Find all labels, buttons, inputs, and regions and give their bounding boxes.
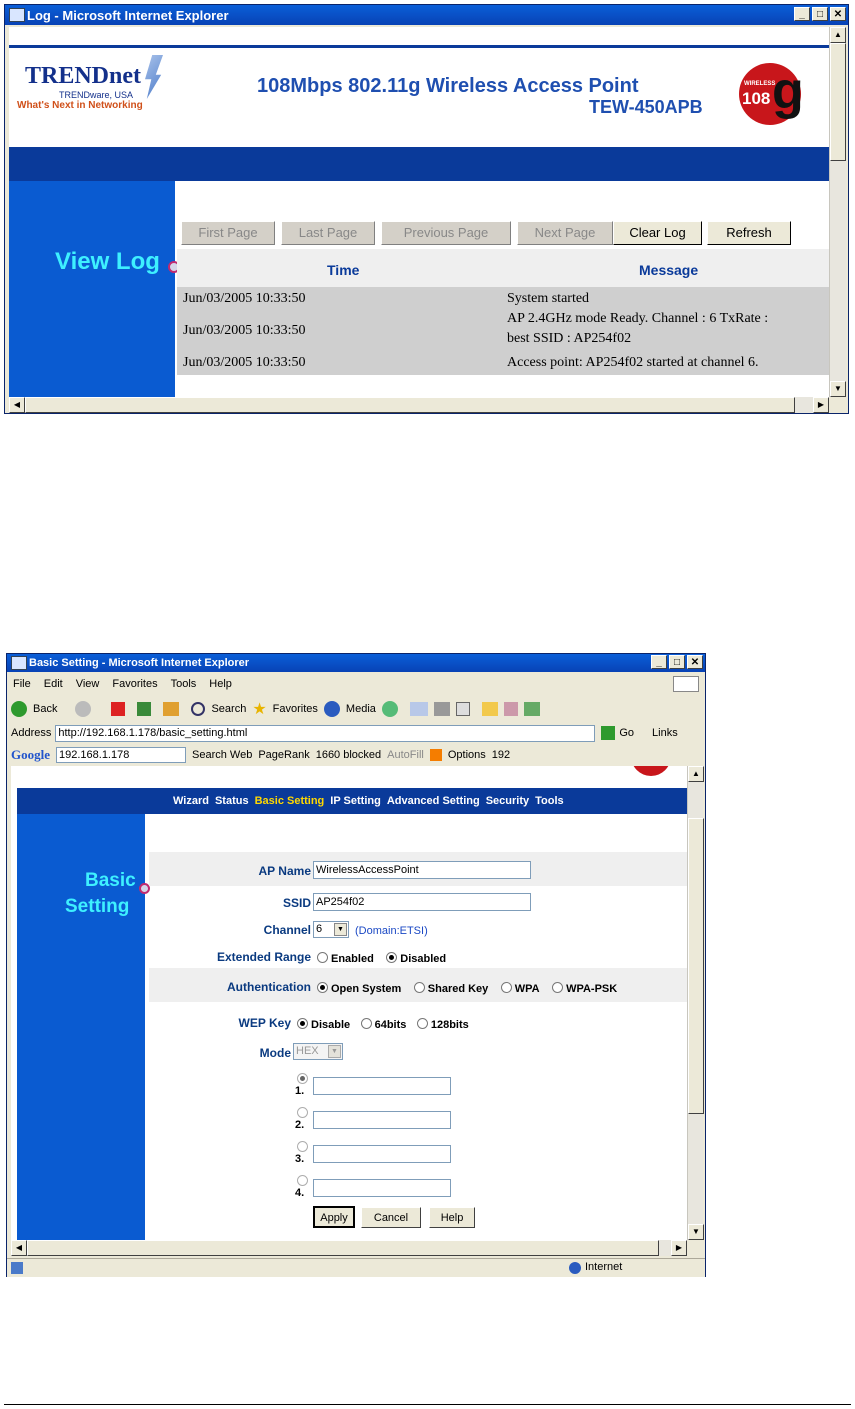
settings-window [6,653,706,1277]
scroll-right-icon[interactable]: ▶ [813,397,829,413]
maximize-button[interactable]: □ [669,655,685,669]
log-time: Jun/03/2005 10:33:50 [183,323,306,338]
ext-disabled-label: Disabled [400,953,447,965]
wep-key-label: WEP Key [238,1016,291,1030]
go-icon[interactable] [601,726,615,740]
red-badge-fragment [631,766,671,776]
nav-advanced-setting[interactable]: Advanced Setting [386,795,480,807]
stop-icon[interactable] [111,702,125,716]
search-button[interactable]: Search [211,703,247,715]
log-vertical-scrollbar[interactable] [829,27,846,397]
address-url: http://192.168.1.178/basic_setting.html [58,726,248,739]
log-window-title: Log - Microsoft Internet Explorer [27,7,229,23]
settings-vertical-scrollbar[interactable] [687,766,703,1240]
wep-64-radio[interactable] [361,1018,372,1029]
last-page-button[interactable]: Last Page [281,221,375,245]
key-3-radio[interactable] [297,1141,308,1152]
first-page-button[interactable]: First Page [181,221,275,245]
ie-app-icon [9,8,25,22]
google-search-input[interactable] [56,747,186,763]
blogger-icon[interactable] [430,749,442,761]
print-icon[interactable] [434,702,450,716]
badge-top: WIRELESS [744,81,776,87]
col-time-header: Time [327,262,360,278]
auth-open-radio[interactable] [317,982,328,993]
h-scroll-thumb[interactable] [27,1240,659,1256]
media-icon[interactable] [324,701,340,717]
wep-64-label: 64bits [374,1019,407,1031]
mode-select[interactable] [293,1043,343,1060]
next-page-button[interactable]: Next Page [517,221,613,245]
nav-basic-setting[interactable]: Basic Setting [254,795,325,807]
extended-range-label: Extended Range [216,950,311,964]
auth-shared-label: Shared Key [427,983,489,995]
scroll-left-icon[interactable]: ◀ [9,397,25,413]
log-horizontal-scrollbar[interactable] [9,397,829,413]
refresh-button[interactable]: Refresh [707,221,791,245]
mail-icon[interactable] [410,702,428,716]
auth-open-label: Open System [331,983,402,995]
standard-toolbar [11,698,540,720]
scroll-down-icon[interactable]: ▼ [830,381,846,397]
page-done-icon [11,1262,23,1274]
key-1-radio[interactable] [297,1073,308,1084]
dropdown-arrow-icon[interactable]: ▼ [334,923,347,936]
minimize-button[interactable]: _ [651,655,667,669]
minimize-button[interactable]: _ [794,7,810,21]
nav-ip-setting[interactable]: IP Setting [330,795,381,807]
log-message: Access point: AP254f02 started at channel 6. [507,355,759,370]
menu-file[interactable]: File [13,678,31,690]
address-input[interactable] [55,725,595,742]
scroll-down-icon[interactable]: ▼ [688,1224,704,1240]
log-message: AP 2.4GHz mode Ready. Channel : 6 TxRate : [507,311,769,326]
page-title-line1: Basic [85,870,136,891]
page-title: View Log [55,248,160,275]
extended-range-options [317,949,446,967]
log-titlebar[interactable] [5,5,848,25]
authentication-label: Authentication [227,980,311,994]
key-2-number: 2. [295,1119,305,1131]
favorites-button[interactable]: Favorites [272,703,318,715]
ap-name-value: WirelessAccessPoint [316,864,419,876]
auth-wpa-label: WPA [514,983,540,995]
previous-page-button[interactable]: Previous Page [381,221,511,245]
nav-wizard[interactable]: Wizard [173,795,209,807]
page-footer-rule [4,1404,851,1405]
auth-shared-radio[interactable] [414,982,425,993]
search-web-button[interactable]: Search Web [192,749,253,761]
mode-label: Mode [259,1046,291,1060]
ssid-value: AP254f02 [316,896,365,908]
back-button[interactable]: Back [33,703,58,715]
menu-favorites[interactable]: Favorites [112,678,158,690]
google-query: 192.168.1.178 [59,749,130,761]
wep-disable-label: Disable [311,1019,351,1031]
forward-icon[interactable] [75,701,91,717]
log-page-content [9,27,829,397]
help-button[interactable]: Help [429,1207,475,1228]
menu-help[interactable]: Help [209,678,232,690]
ssid-label: SSID [282,896,311,910]
favorites-icon[interactable]: ★ [252,701,267,718]
authentication-options [317,979,617,997]
word-icon[interactable] [456,702,470,716]
scroll-up-icon[interactable]: ▲ [688,766,704,782]
left-panel [9,181,175,397]
menu-edit[interactable]: Edit [43,678,63,690]
search-icon[interactable] [191,702,205,716]
history-icon[interactable] [382,701,398,717]
wep-128-radio[interactable] [417,1018,428,1029]
auth-wpapsk-radio[interactable] [552,982,563,993]
address-label: Address [11,727,52,739]
key-4-input[interactable] [313,1179,451,1197]
scroll-thumb[interactable] [830,43,846,161]
log-row [183,291,306,307]
ext-enabled-radio[interactable] [317,952,328,963]
search-count: 192 [491,749,511,761]
menu-view[interactable]: View [75,678,100,690]
badge-letter: g [772,62,804,120]
settings-page-content [11,766,687,1240]
product-line1: 108Mbps 802.11g Wireless Access Point [257,75,639,97]
menu-bar [13,676,245,692]
page-title-line2: Setting [65,896,130,917]
key-2-radio[interactable] [297,1107,308,1118]
maximize-button[interactable]: □ [812,7,828,21]
log-message-cont: best SSID : AP254f02 [507,331,632,346]
badge-num: 108 [742,89,771,108]
menu-tools[interactable]: Tools [170,678,197,690]
key-4-radio[interactable] [297,1175,308,1186]
channel-domain: (Domain:ETSI) [355,925,428,937]
wep-disable-radio[interactable] [297,1018,308,1029]
product-model: TEW-450APB [589,97,703,117]
header-band [9,147,829,181]
scroll-thumb[interactable] [688,818,704,1114]
google-toolbar [11,746,701,764]
log-message: System started [507,291,590,306]
trendnet-logo [17,63,185,123]
google-logo[interactable]: Google [11,747,50,762]
brand-tagline: What's Next in Networking [17,100,143,111]
ext-disabled-radio[interactable] [386,952,397,963]
log-row [183,323,306,339]
ap-name-label: AP Name [258,864,311,878]
links-button[interactable]: Links [652,727,678,739]
nav-status[interactable]: Status [214,795,249,807]
research-icon[interactable] [504,702,518,716]
popup-blocked-count[interactable]: 1660 blocked [315,749,382,761]
log-time: Jun/03/2005 10:33:50 [183,291,306,306]
scroll-up-icon[interactable]: ▲ [830,27,846,43]
brand-name: TRENDnet [25,63,142,89]
back-icon[interactable] [11,701,27,717]
log-time: Jun/03/2005 10:33:50 [183,355,306,370]
refresh-icon[interactable] [137,702,151,716]
autofill-button[interactable]: AutoFill [387,749,424,761]
internet-zone-icon [569,1262,581,1274]
channel-value: 6 [316,923,323,935]
cancel-button[interactable]: Cancel [361,1207,421,1228]
auth-wpa-radio[interactable] [501,982,512,993]
log-row [183,355,306,371]
status-bar [7,1258,705,1277]
pagerank-label: PageRank [258,749,310,761]
col-message-header: Message [639,262,699,278]
nav-bar [17,788,687,814]
close-button[interactable]: ✕ [687,655,703,669]
key-2-input[interactable] [313,1111,451,1129]
settings-horizontal-scrollbar[interactable] [11,1240,687,1256]
nav-tools[interactable]: Tools [535,795,564,807]
apply-button[interactable]: Apply [313,1206,355,1228]
address-bar [11,724,701,742]
folder-icon[interactable] [482,702,498,716]
brand-sub: TRENDware, USA [59,90,134,100]
log-window [4,4,849,414]
ext-enabled-label: Enabled [331,953,374,965]
settings-window-title: Basic Setting - Microsoft Internet Explorer [29,657,250,669]
ie-app-icon [11,656,27,670]
wep-128-label: 128bits [430,1019,469,1031]
media-button[interactable]: Media [345,703,376,715]
go-button[interactable]: Go [619,727,635,739]
nav-security[interactable]: Security [485,795,530,807]
zone-label: Internet [585,1261,623,1273]
channel-label: Channel [263,923,311,937]
messenger-icon[interactable] [524,702,540,716]
header-top-rule [9,45,829,48]
dropdown-arrow-icon[interactable]: ▼ [328,1045,341,1058]
ssid-input[interactable] [313,893,531,911]
options-button[interactable]: Options [447,749,486,761]
close-button[interactable]: ✕ [830,7,846,21]
channel-select[interactable] [313,921,349,938]
108g-badge [739,62,804,125]
key-3-input[interactable] [313,1145,451,1163]
home-icon[interactable] [163,702,179,716]
settings-titlebar[interactable] [7,654,705,672]
scroll-right-icon[interactable]: ▶ [671,1240,687,1256]
mode-value: HEX [296,1045,319,1057]
wep-key-options [297,1015,469,1033]
clear-log-button[interactable]: Clear Log [613,221,702,245]
auth-wpapsk-label: WPA-PSK [566,983,618,995]
h-scroll-thumb[interactable] [25,397,795,413]
ap-name-input[interactable] [313,861,531,879]
log-table-header [177,249,829,287]
scroll-left-icon[interactable]: ◀ [11,1240,27,1256]
key-1-number: 1. [295,1085,305,1097]
key-1-input[interactable] [313,1077,451,1095]
key-4-number: 4. [295,1187,305,1199]
windows-flag-icon [673,676,699,692]
key-3-number: 3. [295,1153,305,1165]
